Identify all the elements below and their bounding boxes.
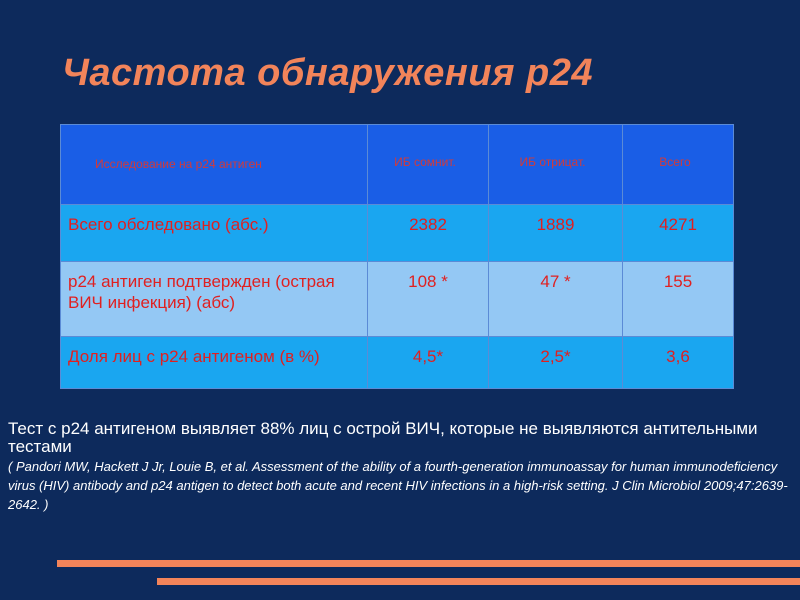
table-row	[61, 337, 734, 389]
table-row	[61, 262, 734, 337]
cell-doubtful: 108 *	[368, 262, 489, 337]
cell-doubtful: 4,5*	[368, 337, 489, 389]
header-cell-total: Всего	[623, 125, 734, 205]
header-cell-negative: ИБ отрицат.	[489, 125, 623, 205]
decorative-stripe-bottom	[157, 578, 800, 585]
header-cell-study: Исследование на р24 антиген	[61, 125, 368, 205]
header-cell-doubtful: ИБ сомнит.	[368, 125, 489, 205]
cell-total: 3,6	[623, 337, 734, 389]
caption-text: Тест с р24 антигеном выявляет 88% лиц с острой ВИЧ, которые не выявляются антительными тестами	[8, 419, 758, 456]
row-label: Доля лиц с р24 антигеном (в %)	[61, 337, 368, 389]
cell-negative: 47 *	[489, 262, 623, 337]
table-header-row	[61, 125, 734, 205]
citation-text: ( Pandori MW, Hackett J Jr, Louie B, et al. Assessment of the ability of a fourth-generation immunoassay for human immunodeficiency virus (HIV) antibody and p24 antigen to detect both acute and recent HIV infections in a high-risk setting. J Clin Microbiol 2009;47:2639-2642. )	[8, 459, 788, 512]
cell-total: 4271	[623, 205, 734, 262]
slide-title: Частота обнаружения p24	[62, 52, 593, 94]
decorative-stripe-top	[57, 560, 800, 567]
cell-negative: 1889	[489, 205, 623, 262]
row-label: р24 антиген подтвержден (острая ВИЧ инфекция) (абс)	[61, 262, 368, 337]
table-row	[61, 205, 734, 262]
cell-negative: 2,5*	[489, 337, 623, 389]
row-label: Всего обследовано (абс.)	[61, 205, 368, 262]
data-table	[60, 124, 734, 389]
cell-doubtful: 2382	[368, 205, 489, 262]
data-table-container	[60, 124, 733, 388]
cell-total: 155	[623, 262, 734, 337]
